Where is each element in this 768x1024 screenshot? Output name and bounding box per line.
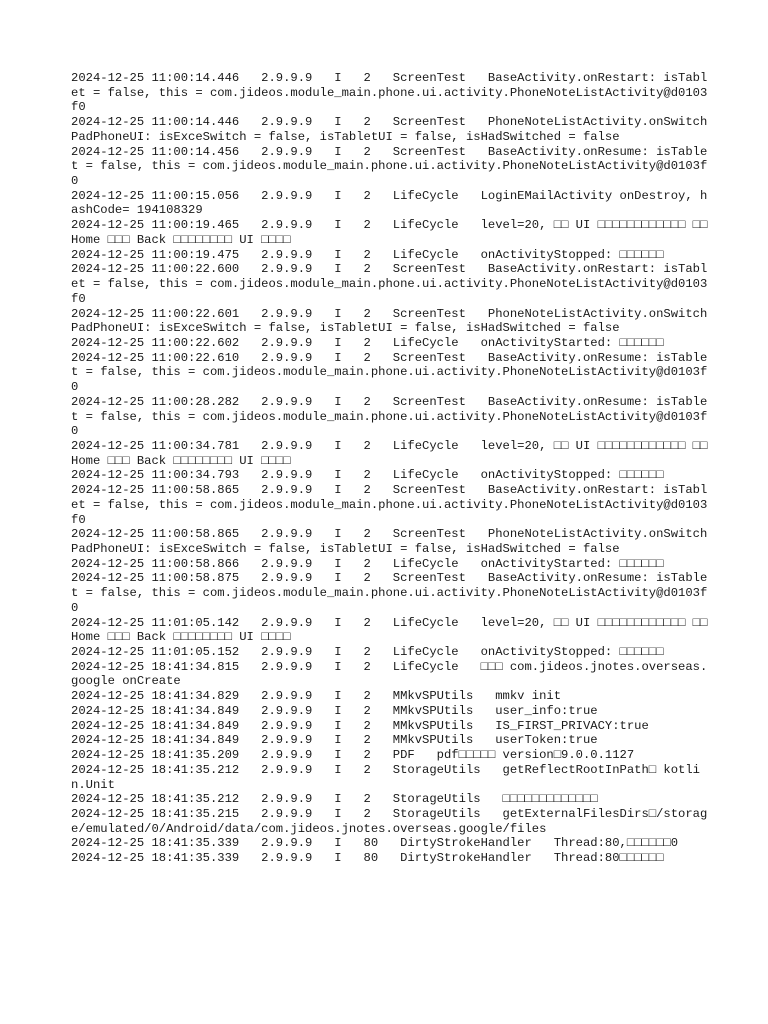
log-entry: 2024-12-25 18:41:35.209 2.9.9.9 I 2 PDF pdf□□□□□ version□9.0.0.1127	[71, 748, 635, 763]
log-entry: 2024-12-25 11:00:34.781 2.9.9.9 I 2 LifeCycle level=20, □□ UI □□□□□□□□□□□□ □□ Home □□□ Back □□□□□□□□ UI □□□□	[71, 438, 715, 468]
log-entry: 2024-12-25 11:01:05.142 2.9.9.9 I 2 LifeCycle level=20, □□ UI □□□□□□□□□□□□ □□ Home □□□ Back □□□□□□□□ UI □□□□	[71, 615, 715, 645]
log-entry: 2024-12-25 11:00:14.446 2.9.9.9 I 2 ScreenTest BaseActivity.onRestart: isTablet = false, this = com.jideos.module_main.phone.ui.activity.PhoneNoteListActivity@d0103f0	[71, 71, 708, 115]
log-entry: 2024-12-25 18:41:35.215 2.9.9.9 I 2 StorageUtils getExternalFilesDirs□/storage/emulated/0/Android/data/com.jideos.jnotes.overseas.google/files	[71, 806, 708, 836]
log-view	[71, 71, 715, 866]
log-entry: 2024-12-25 18:41:34.849 2.9.9.9 I 2 MMkvSPUtils userToken:true	[71, 733, 598, 748]
log-entry: 2024-12-25 18:41:35.212 2.9.9.9 I 2 StorageUtils □□□□□□□□□□□□□	[71, 792, 598, 807]
log-entry: 2024-12-25 18:41:35.339 2.9.9.9 I 80 DirtyStrokeHandler Thread:80,□□□□□□0	[71, 836, 679, 851]
log-entry: 2024-12-25 11:01:05.152 2.9.9.9 I 2 LifeCycle onActivityStopped: □□□□□□	[71, 645, 664, 660]
log-entry: 2024-12-25 18:41:34.849 2.9.9.9 I 2 MMkvSPUtils user_info:true	[71, 703, 598, 718]
log-entry: 2024-12-25 18:41:35.339 2.9.9.9 I 80 DirtyStrokeHandler Thread:80□□□□□□	[71, 851, 664, 866]
log-entry: 2024-12-25 11:00:14.456 2.9.9.9 I 2 ScreenTest BaseActivity.onResume: isTablet = false, this = com.jideos.module_main.phone.ui.activity.PhoneNoteListActivity@d0103f0	[71, 144, 708, 189]
log-entry: 2024-12-25 18:41:34.829 2.9.9.9 I 2 MMkvSPUtils mmkv init	[71, 689, 562, 704]
log-entry: 2024-12-25 11:00:22.600 2.9.9.9 I 2 ScreenTest BaseActivity.onRestart: isTablet = false, this = com.jideos.module_main.phone.ui.activity.PhoneNoteListActivity@d0103f0	[71, 262, 708, 306]
log-entry: 2024-12-25 11:00:22.601 2.9.9.9 I 2 ScreenTest PhoneNoteListActivity.onSwitchPadPhoneUI: isExceSwitch = false, isTabletUI = false, isHadSwitched = false	[71, 306, 708, 336]
log-entry: 2024-12-25 11:00:58.865 2.9.9.9 I 2 ScreenTest PhoneNoteListActivity.onSwitchPadPhoneUI: isExceSwitch = false, isTabletUI = false, isHadSwitched = false	[71, 527, 708, 556]
log-entry: 2024-12-25 11:00:15.056 2.9.9.9 I 2 LifeCycle LoginEMailActivity onDestroy, hashCode= 194108329	[71, 188, 708, 218]
log-entry: 2024-12-25 11:00:28.282 2.9.9.9 I 2 ScreenTest BaseActivity.onResume: isTablet = false, this = com.jideos.module_main.phone.ui.activity.PhoneNoteListActivity@d0103f0	[71, 394, 708, 439]
log-entry: 2024-12-25 11:00:58.865 2.9.9.9 I 2 ScreenTest BaseActivity.onRestart: isTablet = false, this = com.jideos.module_main.phone.ui.activity.PhoneNoteListActivity@d0103f0	[71, 483, 708, 527]
log-entry: 2024-12-25 11:00:22.602 2.9.9.9 I 2 LifeCycle onActivityStarted: □□□□□□	[71, 335, 664, 350]
log-entry: 2024-12-25 11:00:34.793 2.9.9.9 I 2 LifeCycle onActivityStopped: □□□□□□	[71, 468, 664, 483]
log-entry: 2024-12-25 18:41:34.849 2.9.9.9 I 2 MMkvSPUtils IS_FIRST_PRIVACY:true	[71, 718, 649, 733]
log-entry: 2024-12-25 18:41:34.815 2.9.9.9 I 2 LifeCycle □□□ com.jideos.jnotes.overseas.google onCreate	[71, 659, 708, 689]
log-entry: 2024-12-25 11:00:14.446 2.9.9.9 I 2 ScreenTest PhoneNoteListActivity.onSwitchPadPhoneUI: isExceSwitch = false, isTabletUI = false, isHadSwitched = false	[71, 115, 708, 144]
log-entry: 2024-12-25 18:41:35.212 2.9.9.9 I 2 StorageUtils getReflectRootInPath□ kotlin.Unit	[71, 762, 700, 792]
log-entry: 2024-12-25 11:00:58.875 2.9.9.9 I 2 ScreenTest BaseActivity.onResume: isTablet = false, this = com.jideos.module_main.phone.ui.activity.PhoneNoteListActivity@d0103f0	[71, 571, 708, 615]
log-entry: 2024-12-25 11:00:19.465 2.9.9.9 I 2 LifeCycle level=20, □□ UI □□□□□□□□□□□□ □□ Home □□□ Back □□□□□□□□ UI □□□□	[71, 218, 715, 247]
log-entry: 2024-12-25 11:00:58.866 2.9.9.9 I 2 LifeCycle onActivityStarted: □□□□□□	[71, 556, 664, 571]
log-entry: 2024-12-25 11:00:19.475 2.9.9.9 I 2 LifeCycle onActivityStopped: □□□□□□	[71, 247, 664, 262]
log-entry: 2024-12-25 11:00:22.610 2.9.9.9 I 2 ScreenTest BaseActivity.onResume: isTablet = false, this = com.jideos.module_main.phone.ui.activity.PhoneNoteListActivity@d0103f0	[71, 350, 708, 395]
